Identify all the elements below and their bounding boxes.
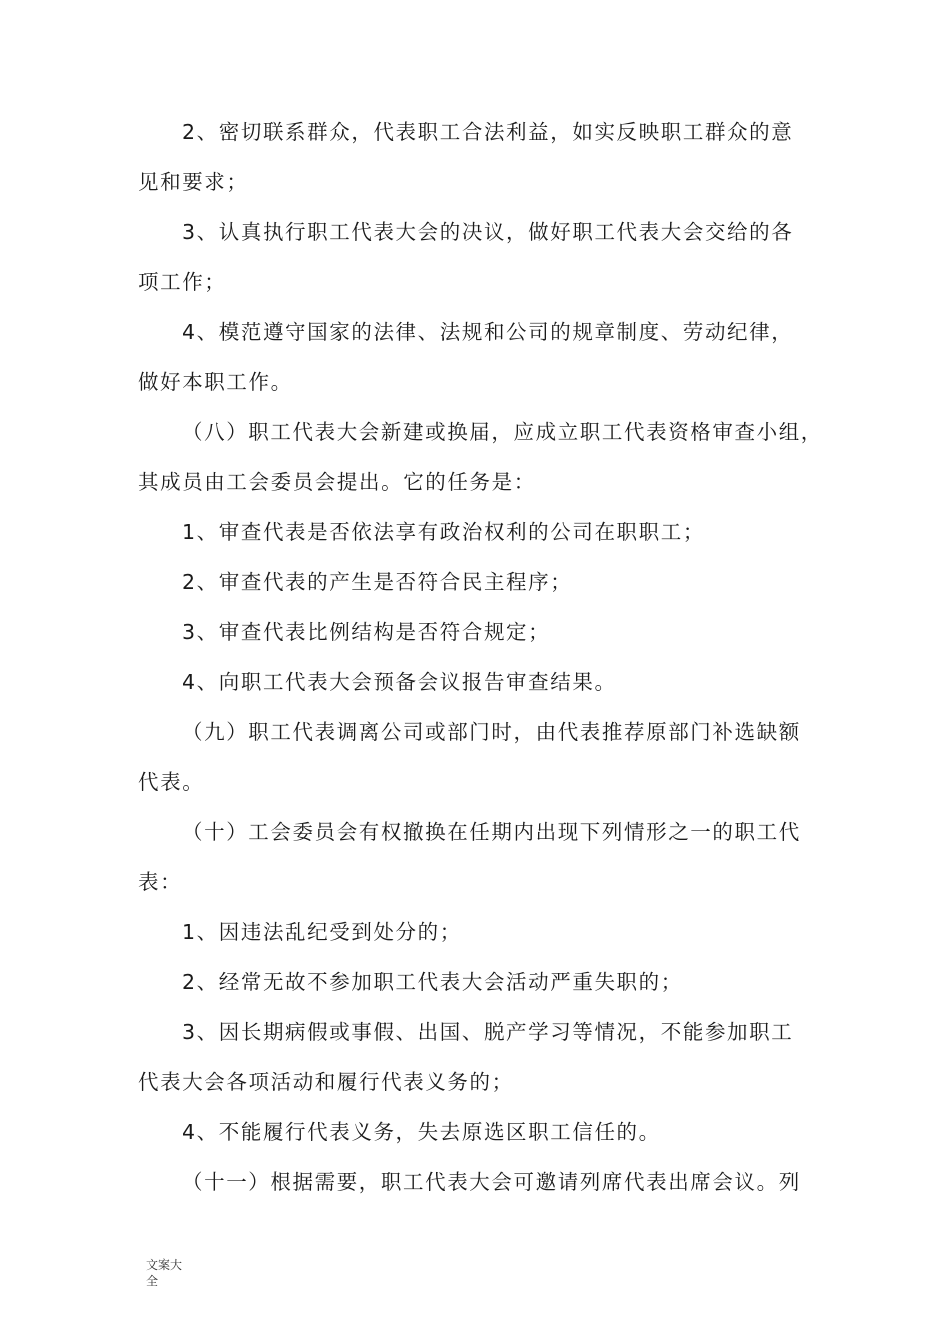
- page-footer: [146, 1257, 182, 1289]
- paragraph-first-line: 3、认真执行职工代表大会的决议，做好职工代表大会交给的各: [182, 220, 794, 244]
- paragraph: [138, 670, 828, 695]
- paragraph-continuation-line: 项工作；: [138, 270, 227, 294]
- paragraph: [138, 1120, 828, 1145]
- paragraph: [138, 720, 828, 795]
- paragraph: [138, 120, 828, 195]
- paragraph-continuation-line: 代表大会各项活动和履行代表义务的；: [138, 1070, 514, 1094]
- paragraph-continuation-line: 见和要求；: [138, 170, 249, 194]
- paragraph-first-line: （八）职工代表大会新建或换届，应成立职工代表资格审查小组，: [182, 420, 823, 444]
- paragraph: [138, 220, 828, 295]
- paragraph-continuation-line: 代表。: [138, 770, 205, 794]
- paragraph-first-line: 3、因长期病假或事假、出国、脱产学习等情况，不能参加职工: [182, 1020, 794, 1044]
- paragraph-first-line: 4、不能履行代表义务，失去原选区职工信任的。: [182, 1120, 661, 1144]
- paragraph: [138, 520, 828, 545]
- paragraph: [138, 620, 828, 645]
- paragraph: [138, 1020, 828, 1095]
- document-body: [138, 120, 828, 1195]
- paragraph-first-line: （九）职工代表调离公司或部门时，由代表推荐原部门补选缺额: [182, 720, 801, 744]
- footer-label-line1: 文案大: [146, 1258, 183, 1272]
- paragraph-continuation-line: 做好本职工作。: [138, 370, 293, 394]
- paragraph-first-line: （十一）根据需要，职工代表大会可邀请列席代表出席会议。列: [182, 1170, 801, 1194]
- paragraph-first-line: 2、审查代表的产生是否符合民主程序；: [182, 570, 573, 594]
- paragraph-first-line: 4、向职工代表大会预备会议报告审查结果。: [182, 670, 617, 694]
- paragraph: [138, 570, 828, 595]
- paragraph: [138, 970, 828, 995]
- paragraph: [138, 320, 828, 395]
- paragraph-first-line: 1、审查代表是否依法享有政治权利的公司在职职工；: [182, 520, 705, 544]
- paragraph-first-line: 4、模范遵守国家的法律、法规和公司的规章制度、劳动纪律，: [182, 320, 794, 344]
- footer-label-line2: 全: [146, 1274, 159, 1288]
- paragraph: [138, 920, 828, 945]
- paragraph: [138, 1170, 828, 1195]
- paragraph: [138, 420, 828, 495]
- paragraph-first-line: 2、密切联系群众，代表职工合法利益，如实反映职工群众的意: [182, 120, 794, 144]
- paragraph-continuation-line: 其成员由工会委员会提出。它的任务是：: [138, 470, 536, 494]
- paragraph-first-line: 2、经常无故不参加职工代表大会活动严重失职的；: [182, 970, 683, 994]
- paragraph: [138, 820, 828, 895]
- paragraph-first-line: （十）工会委员会有权撤换在任期内出现下列情形之一的职工代: [182, 820, 801, 844]
- paragraph-first-line: 3、审查代表比例结构是否符合规定；: [182, 620, 551, 644]
- paragraph-first-line: 1、因违法乱纪受到处分的；: [182, 920, 462, 944]
- paragraph-continuation-line: 表：: [138, 870, 183, 894]
